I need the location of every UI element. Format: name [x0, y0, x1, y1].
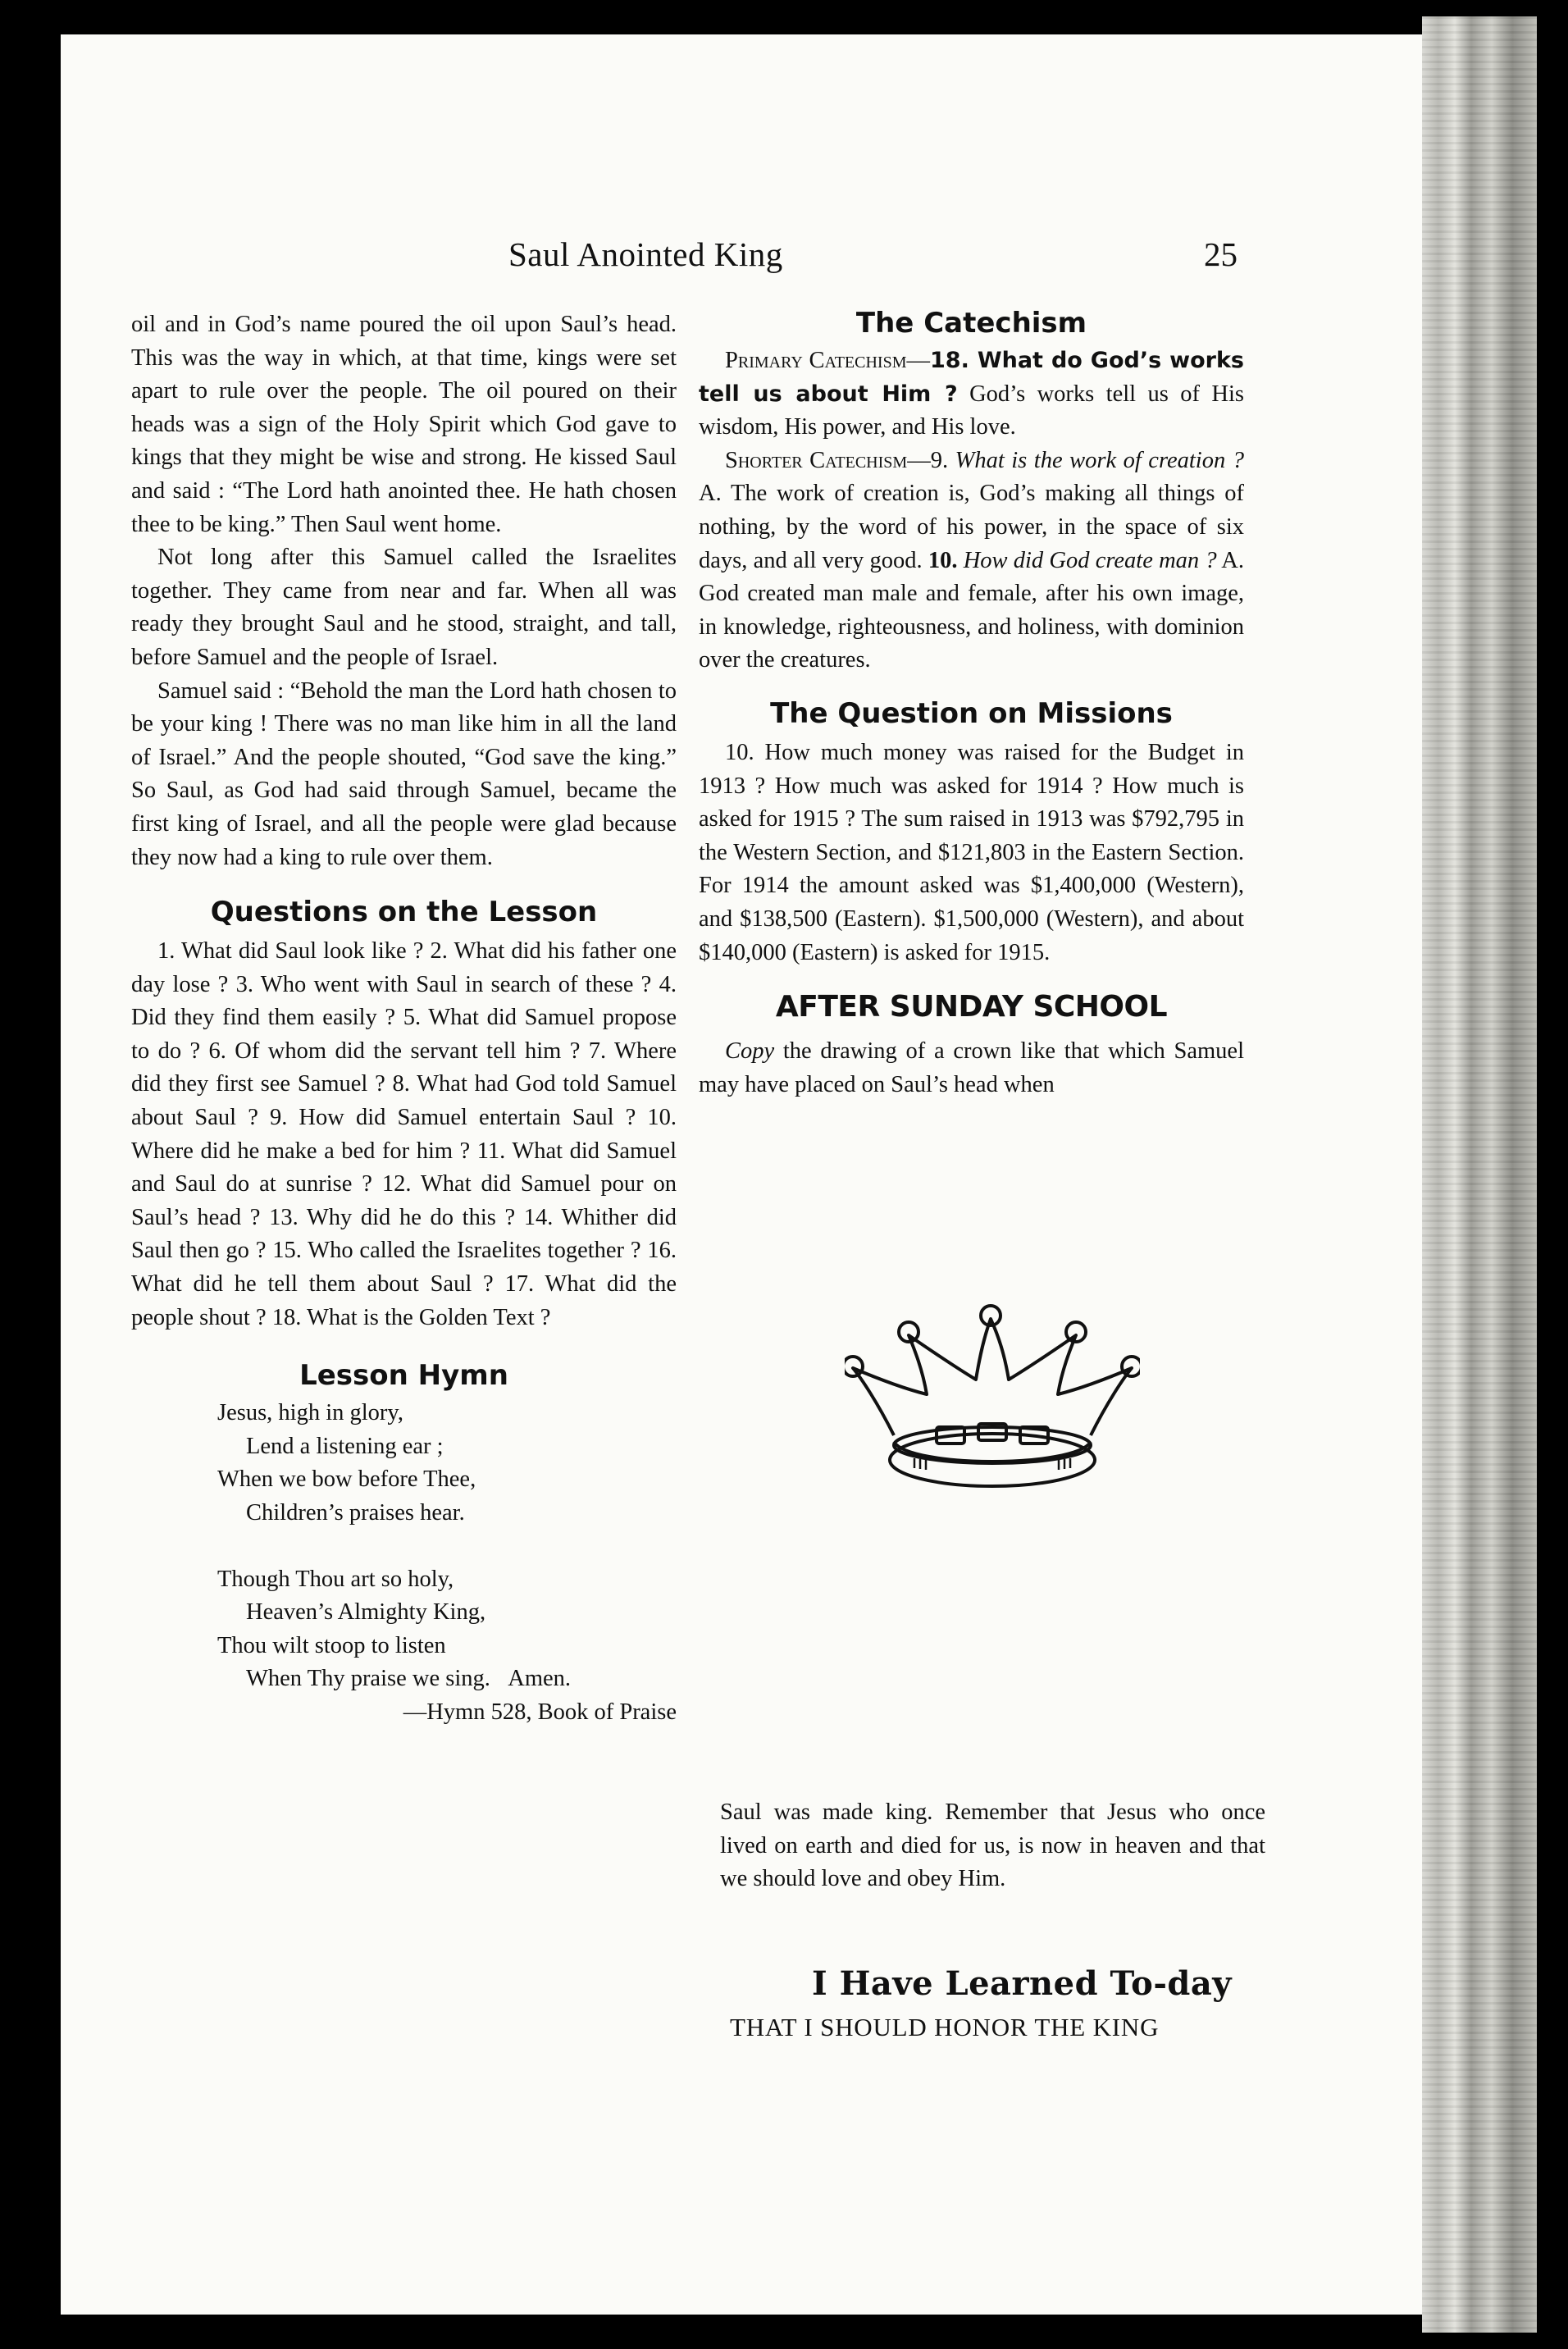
stanza-break [131, 1530, 677, 1563]
copy-word: Copy [725, 1038, 775, 1065]
dash-separator: — [907, 447, 931, 473]
left-column [131, 308, 677, 1730]
questions-heading: Questions on the Lesson [210, 896, 598, 929]
hymn-line-last [131, 1663, 677, 1696]
shorter-question-10: How did God create man ? [963, 547, 1217, 573]
closing-paragraph: Saul was made king. Remember that Jesus who once lived on earth and died for us, is now in heaven and that we should love and obey Him. [720, 1799, 1265, 1892]
hymn-line: Heaven’s Almighty King, [246, 1599, 486, 1626]
paragraph-assembly: Not long after this Samuel called the Israelites together. They came from near and far. When all was ready they brought Saul and he stood, straight, and tall, before Samuel and the people of Israel. [131, 545, 677, 670]
hymn-heading: Lesson Hymn [299, 1359, 508, 1393]
page-number: 25 [1204, 235, 1238, 273]
hymn-line: Thou wilt stoop to listen [217, 1632, 446, 1658]
primary-catechism [699, 344, 1244, 445]
learned-motto: THAT I SHOULD HONOR THE KING [730, 2013, 1160, 2041]
shorter-catechism [699, 445, 1244, 677]
right-column [699, 305, 1244, 1102]
questions-text: 1. What did Saul look like ? 2. What did his father one day lose ? 3. Who went with Saul in search of these ? 4. Did they find them easily ? 5. What did Samuel propose to do ? 6. Of whom did the servant tell him ? 7. Where did they first see Samuel ? 8. What had God told Samuel about Saul ? 9. How did Samuel entertain Saul ? 10. Where did he make a bed for him ? 11. What did Samuel and Saul do at sunrise ? 12. What did Samuel pour on Saul’s head ? 13. Why did he do this ? 14. Whither did Saul then go ? 15. Who called the Israelites together ? 16. What did he tell them about Saul ? 17. What did the people shout ? 18. What is the Golden Text ? [131, 938, 677, 1330]
copy-text: the drawing of a crown like that which Samuel may have placed on Saul’s head when [699, 1038, 1244, 1097]
missions-heading: The Question on Missions [770, 696, 1173, 730]
catechism-heading: The Catechism [855, 307, 1087, 340]
shorter-question-9: What is the work of creation ? [955, 447, 1244, 473]
copy-instruction [699, 1035, 1244, 1102]
right-column-continued [720, 1796, 1265, 1896]
hymn-line: When Thy praise we sing. [246, 1666, 490, 1692]
hymn-line: When we bow before Thee, [217, 1466, 476, 1493]
learned-today-heading: I Have Learned To-day [812, 1964, 1233, 2003]
shorter-catechism-label: Shorter Catechism [725, 447, 908, 473]
hymn-line: Lend a listening ear ; [246, 1433, 444, 1459]
missions-text: 10. How much money was raised for the Budget in 1913 ? How much was asked for 1914 ? How much is asked for 1915 ? The sum raised in 1913 was $792,795 in the Western Section, and $121,803 in the Eastern Section. For 1914 the amount asked was $1,400,000 (Western), and $138,500 (Eastern). $1,500,000 (Western), and about $140,000 (Eastern) is asked for 1915. [699, 739, 1244, 965]
primary-question: 18. What do God’s works tell us about Him ? [699, 348, 1244, 407]
hymn-line: Children’s praises hear. [246, 1500, 465, 1526]
hymn-line: Jesus, high in glory, [217, 1400, 403, 1426]
running-head: Saul Anointed King [508, 235, 783, 273]
hymn-line: Though Thou art so holy, [217, 1566, 454, 1592]
lesson-hymn [131, 1397, 677, 1729]
dash-separator: — [906, 348, 930, 373]
primary-catechism-label: Primary Catechism [725, 348, 907, 373]
question-number: 10. [928, 547, 958, 573]
question-number: 9. [930, 447, 949, 473]
shorter-answer-9: A. The work of creation is, God’s making all things of nothing, by the word of his power, in the space of six days, and all very good. [699, 481, 1244, 573]
crown-icon [845, 1304, 1140, 1493]
primary-answer: God’s works tell us of His wisdom, His power, and His love. [699, 381, 1244, 440]
hymn-attribution: —Hymn 528, Book of Praise [403, 1699, 677, 1725]
paragraph-proclamation: Samuel said : “Behold the man the Lord hath chosen to be your king ! There was no man like him in all the land of Israel.” And the people shouted, “God save the king.” So Saul, as God had said through Samuel, became the first king of Israel, and all the people were glad because they now had a king to rule over them. [131, 677, 677, 870]
paragraph-anointing: oil and in God’s name poured the oil upon Saul’s head. This was the way in which, at that time, kings were set apart to rule over the people. The oil poured on their heads was a sign of the Holy Spirit which God gave to kings that they might be wise and strong. He kissed Saul and said : “The Lord hath anointed thee. He hath chosen thee to be king.” Then Saul went home. [131, 312, 677, 537]
hymn-amen: Amen. [508, 1666, 572, 1692]
after-sunday-school-heading: AFTER SUNDAY SCHOOL [775, 990, 1168, 1024]
shorter-answer-10: A. God created man male and female, after his own image, in knowledge, righteousness, and holiness, with dominion over the creatures. [699, 547, 1244, 673]
book-page-edges [1422, 16, 1537, 2333]
